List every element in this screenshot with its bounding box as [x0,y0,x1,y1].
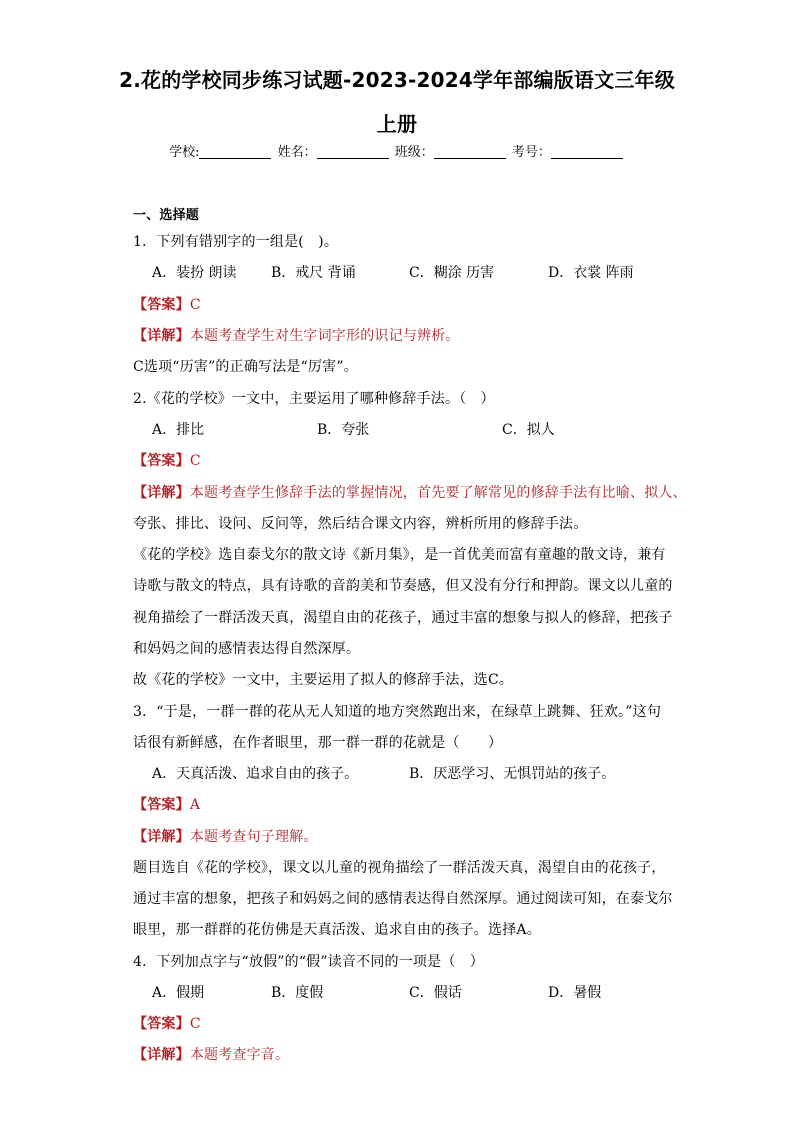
q4-answer [133,1014,673,1034]
section-heading: 一、选择题 [133,208,200,223]
answer-label: 【答案】 [133,797,190,813]
q3-stem: 3．“于是，一群一群的花从无人知道的地方突然跑出来，在绿草上跳舞、狂欢。”这句 [133,704,662,720]
q3-detail-line: 眼里，那一群群的花仿佛是天真活泼、追求自由的孩子。选择A。 [133,922,541,938]
school-label: 学校: [169,145,200,160]
q1-detail-line: C选项“历害”的正确写法是“厉害”。 [133,359,358,375]
q2-detail-line: 《花的学校》选自泰戈尔的散文诗《新月集》，是一首优美而富有童趣的散文诗，兼有 [133,547,666,563]
answer-value: C [189,1016,201,1032]
q1-answer [133,295,673,315]
q3-option-a: A．天真活泼、追求自由的孩子。 [152,766,359,782]
q2-option-c: C．拟人 [502,422,555,438]
q1-option-d: D．衣裳 阵雨 [548,265,634,281]
q3-detail-line: 题目选自《花的学校》，课文以儿童的视角描绘了一群活泼天真，渴望自由的花孩子， [133,860,666,876]
detail-text: 本题考查学生修辞手法的掌握情况，首先要了解常见的修辞手法有比喻、拟人、 [189,485,687,501]
answer-label: 【答案】 [133,453,190,469]
q1-option-c: C．糊涂 历害 [409,265,495,281]
q1-option-a: A．装扮 朗读 [152,265,237,281]
q2-detail-line: 视角描绘了一群活泼天真，渴望自由的花孩子，通过丰富的想象与拟人的修辞，把孩子 [133,610,673,626]
exam-no-blank[interactable] [551,144,623,159]
detail-text: 本题考查字音。 [189,1047,290,1063]
q2-detail-line: 夸张、排比、设问、反问等，然后结合课文内容，辨析所用的修辞手法。 [133,516,588,532]
q4-option-a: A．假期 [152,985,205,1001]
q2-answer [133,451,673,471]
name-label: 姓名： [277,145,317,160]
detail-label: 【详解】 [133,328,190,344]
q4-option-d: D．暑假 [548,985,602,1001]
q1-option-b: B．戒尺 背诵 [271,265,356,281]
q4-option-b: B．度假 [271,985,324,1001]
q3-stem-cont: 话很有新鲜感，在作者眼里，那一群一群的花就是（ ） [133,735,503,751]
class-blank[interactable] [434,144,506,159]
answer-label: 【答案】 [133,1016,190,1032]
page-title-line2: 上册 [376,112,418,136]
exam-no-label: 考号： [511,145,551,160]
q2-option-b: B．夸张 [317,422,370,438]
page-title-line1: 2.花的学校同步练习试题-2023-2024学年部编版语文三年级 [119,68,675,92]
answer-value: C [189,453,201,469]
q2-detail-line: 诗歌与散文的特点，具有诗歌的音韵美和节奏感，但又没有分行和押韵。课文以儿童的 [133,578,673,594]
detail-text: 本题考查句子理解。 [189,829,318,845]
detail-text: 本题考查学生对生字词字形的识记与辨析。 [189,328,460,344]
detail-label: 【详解】 [133,829,190,845]
q2-detail-line: 故《花的学校》一文中，主要运用了拟人的修辞手法，选C。 [133,672,514,688]
class-label: 班级： [394,145,434,160]
name-blank[interactable] [317,144,389,159]
q3-answer [133,795,673,815]
q4-option-c: C．假话 [409,985,462,1001]
q2-detail-line: 和妈妈之间的感情表达得自然深厚。 [133,641,361,657]
q1-stem: 1．下列有错别字的一组是( )。 [133,234,339,250]
answer-value: A [189,797,201,813]
q1-detail [133,326,673,346]
q2-option-a: A．排比 [152,422,205,438]
q2-detail [133,483,687,503]
q2-stem: 2.《花的学校》一文中，主要运用了哪种修辞手法。（ ） [133,391,495,407]
q3-detail-line: 通过丰富的想象，把孩子和妈妈之间的感情表达得自然深厚。通过阅读可知，在泰戈尔 [133,891,673,907]
detail-label: 【详解】 [133,485,190,501]
answer-value: C [189,297,201,313]
q3-option-b: B．厌恶学习、无惧罚站的孩子。 [409,766,616,782]
q3-detail [133,827,673,847]
school-blank[interactable] [199,144,271,159]
student-info-row [0,144,794,162]
q4-detail [133,1045,673,1065]
q4-stem: 4．下列加点字与“放假”的“假”读音不同的一项是（ ） [133,954,484,970]
answer-label: 【答案】 [133,297,190,313]
detail-label: 【详解】 [133,1047,190,1063]
